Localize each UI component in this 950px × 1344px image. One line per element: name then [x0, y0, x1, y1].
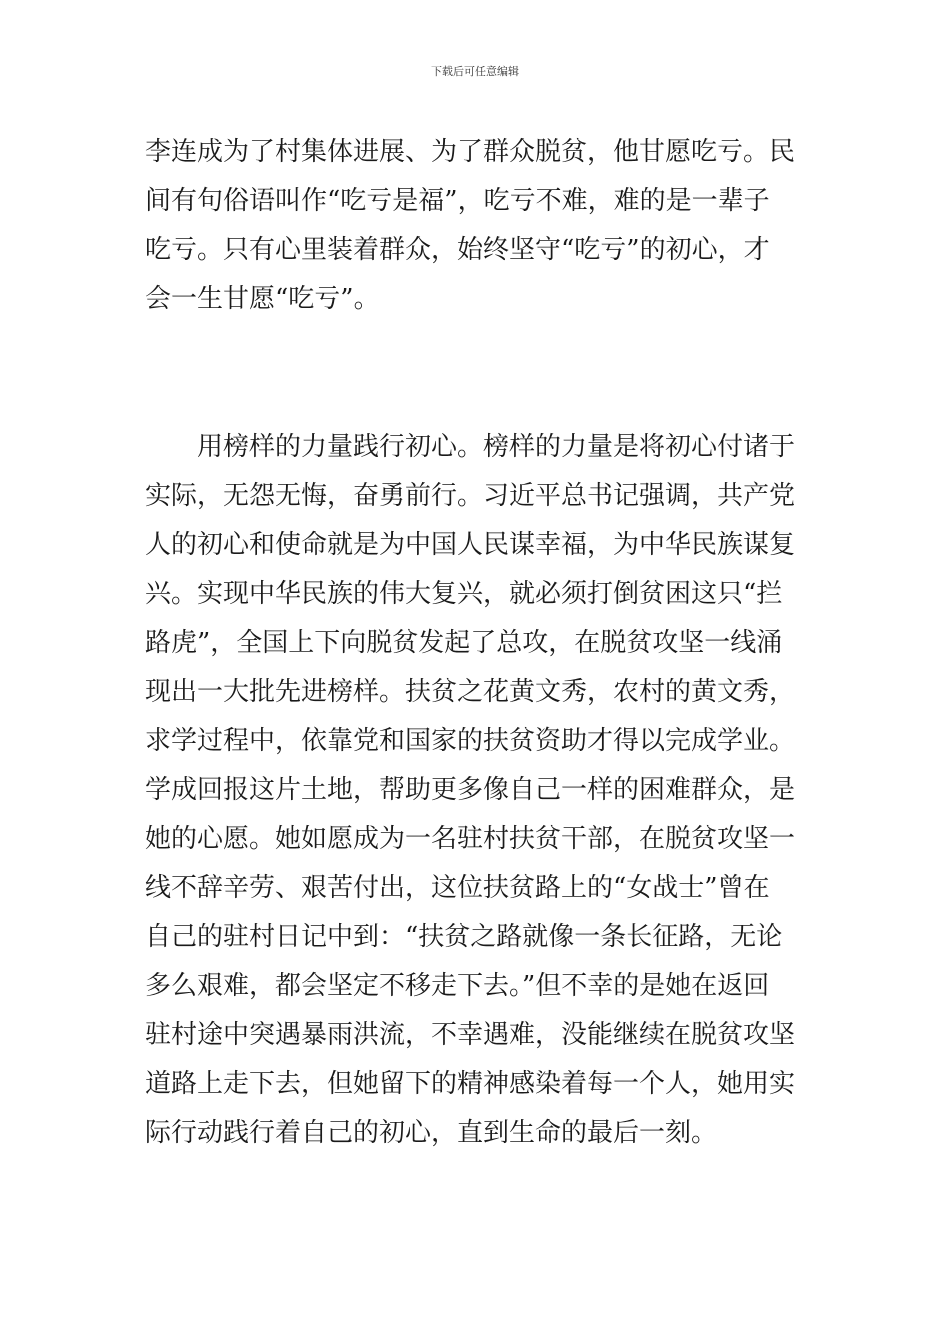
paragraph-line: 她的心愿。她如愿成为一名驻村扶贫干部，在脱贫攻坚一	[145, 824, 796, 854]
paragraph-line: 兴。实现中华民族的伟大复兴，就必须打倒贫困这只“拦	[145, 579, 783, 609]
paragraph-line: 现出一大批先进榜样。扶贫之花黄文秀，农村的黄文秀，	[145, 677, 796, 707]
paragraph-line: 会一生甘愿“吃亏”。	[145, 284, 380, 314]
paragraph-line: 路虎”，全国上下向脱贫发起了总攻，在脱贫攻坚一线涌	[145, 628, 783, 658]
paragraph-1	[145, 128, 810, 324]
paragraph-line: 际行动践行着自己的初心，直到生命的最后一刻。	[145, 1118, 718, 1148]
paragraph-line: 学成回报这片土地，帮助更多像自己一样的困难群众，是	[145, 775, 796, 805]
paragraph-line: 求学过程中，依靠党和国家的扶贫资助才得以完成学业。	[145, 726, 796, 756]
paragraph-line: 驻村途中突遇暴雨洪流，不幸遇难，没能继续在脱贫攻坚	[145, 1020, 796, 1050]
paragraph-line: 吃亏。只有心里装着群众，始终坚守“吃亏”的初心，才	[145, 235, 770, 265]
paragraph-2	[145, 423, 810, 1158]
paragraph-line: 线不辞辛劳、艰苦付出，这位扶贫路上的“女战士”曾在	[145, 873, 770, 903]
page-header: 下载后可任意编辑	[431, 65, 519, 78]
paragraph-line: 人的初心和使命就是为中国人民谋幸福，为中华民族谋复	[145, 530, 796, 560]
paragraph-line: 自己的驻村日记中到：“扶贫之路就像一条长征路，无论	[145, 922, 783, 952]
paragraph-line: 用榜样的力量践行初心。榜样的力量是将初心付诸于	[197, 432, 796, 462]
paragraph-line: 实际，无怨无悔，奋勇前行。习近平总书记强调，共产党	[145, 481, 796, 511]
paragraph-line: 多么艰难，都会坚定不移走下去。”但不幸的是她在返回	[145, 971, 770, 1001]
paragraph-line: 道路上走下去，但她留下的精神感染着每一个人，她用实	[145, 1069, 796, 1099]
paragraph-line: 李连成为了村集体进展、为了群众脱贫，他甘愿吃亏。民	[145, 137, 796, 167]
paragraph-line: 间有句俗语叫作“吃亏是福”，吃亏不难，难的是一辈子	[145, 186, 770, 216]
